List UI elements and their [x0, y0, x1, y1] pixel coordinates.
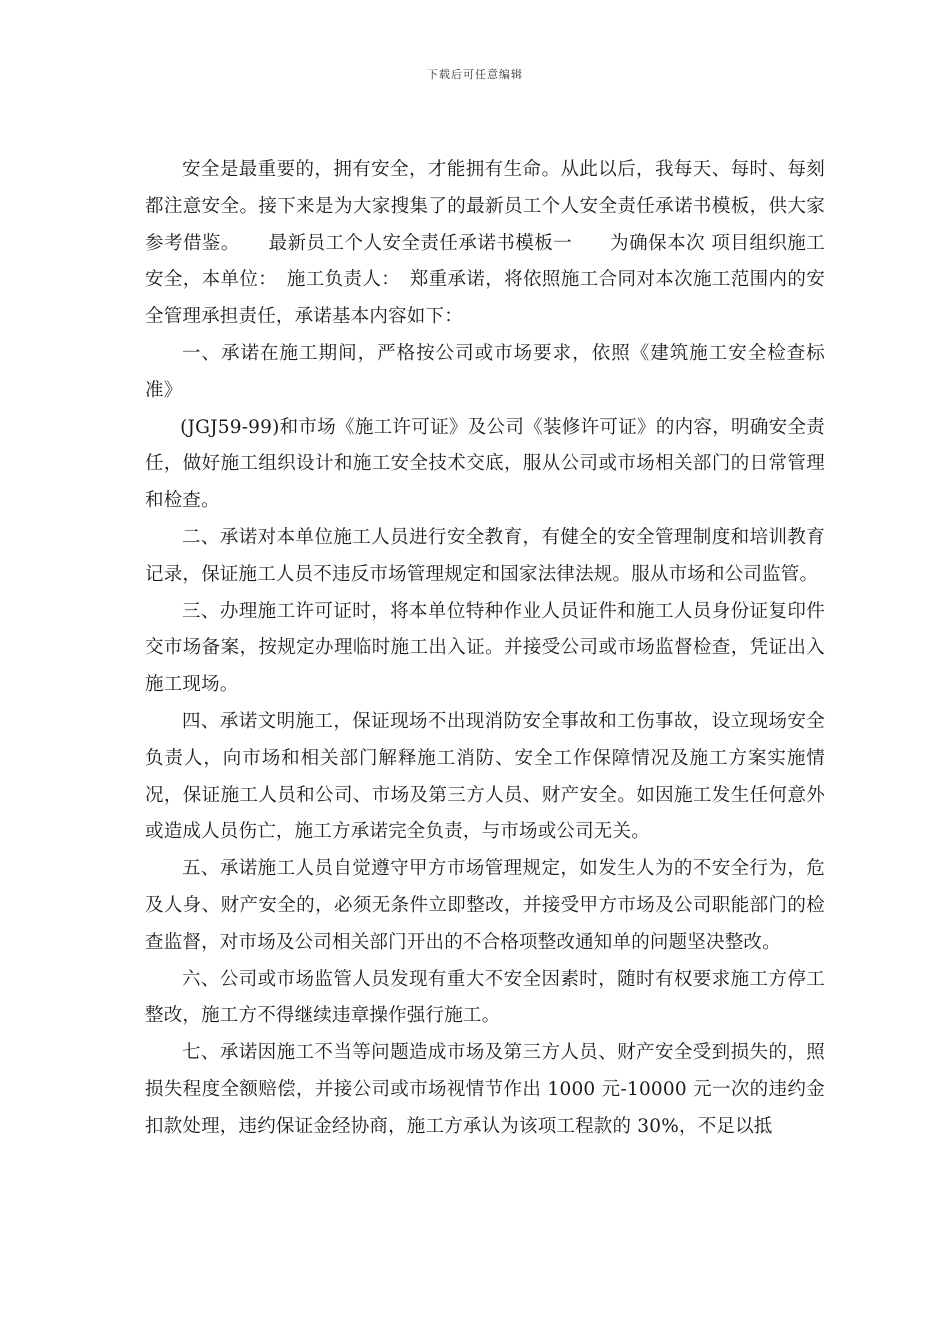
clause-1-continuation: (JGJ59-99)和市场《施工许可证》及公司《装修许可证》的内容，明确安全责任，做好施工组织设计和施工安全技术交底，服从公司或市场相关部门的日常管理和检查。: [145, 416, 825, 512]
page-header: 下载后可任意编辑: [427, 68, 523, 81]
clause-3-paragraph: 三、办理施工许可证时，将本单位特种作业人员证件和施工人员身份证复印件交市场备案，按规定办理临时施工出入证。并接受公司或市场监督检查，凭证出入施工现场。: [145, 600, 825, 696]
clause-4-paragraph: 四、承诺文明施工，保证现场不出现消防安全事故和工伤事故，设立现场安全负责人，向市场和相关部门解释施工消防、安全工作保障情况及施工方案实施情况，保证施工人员和公司、市场及第三方人员、财产安全。如因施工发生任何意外或造成人员伤亡，施工方承诺完全负责，与市场或公司无关。: [145, 710, 825, 843]
document-body: [145, 152, 825, 1146]
clause-6-paragraph: 六、公司或市场监管人员发现有重大不安全因素时，随时有权要求施工方停工整改，施工方不得继续违章操作强行施工。: [145, 968, 825, 1027]
clause-1-paragraph: 一、承诺在施工期间，严格按公司或市场要求，依照《建筑施工安全检查标准》: [145, 342, 825, 401]
clause-5-paragraph: 五、承诺施工人员自觉遵守甲方市场管理规定，如发生人为的不安全行为，危及人身、财产安全的，必须无条件立即整改，并接受甲方市场及公司职能部门的检查监督，对市场及公司相关部门开出的不合格项整改通知单的问题坚决整改。: [145, 858, 825, 953]
intro-paragraph: 安全是最重要的，拥有安全，才能拥有生命。从此以后，我每天、每时、每刻都注意安全。接下来是为大家搜集了的最新员工个人安全责任承诺书模板，供大家参考借鉴。 最新员工个人安全责任承诺书模板一 为确保本次 项目组织施工安全，本单位： 施工负责人： 郑重承诺，将依照施工合同对本次施工范围内的安全管理承担责任，承诺基本内容如下：: [145, 159, 825, 328]
clause-7-paragraph: 七、承诺因施工不当等问题造成市场及第三方人员、财产安全受到损失的，照损失程度全额赔偿，并接公司或市场视情节作出 1000 元-10000 元一次的违约金扣款处理，违约保证金经协商，施工方承认为该项工程款的 30%，不足以抵: [145, 1042, 825, 1137]
clause-2-paragraph: 二、承诺对本单位施工人员进行安全教育，有健全的安全管理制度和培训教育记录，保证施工人员不违反市场管理规定和国家法律法规。服从市场和公司监管。: [145, 526, 825, 585]
